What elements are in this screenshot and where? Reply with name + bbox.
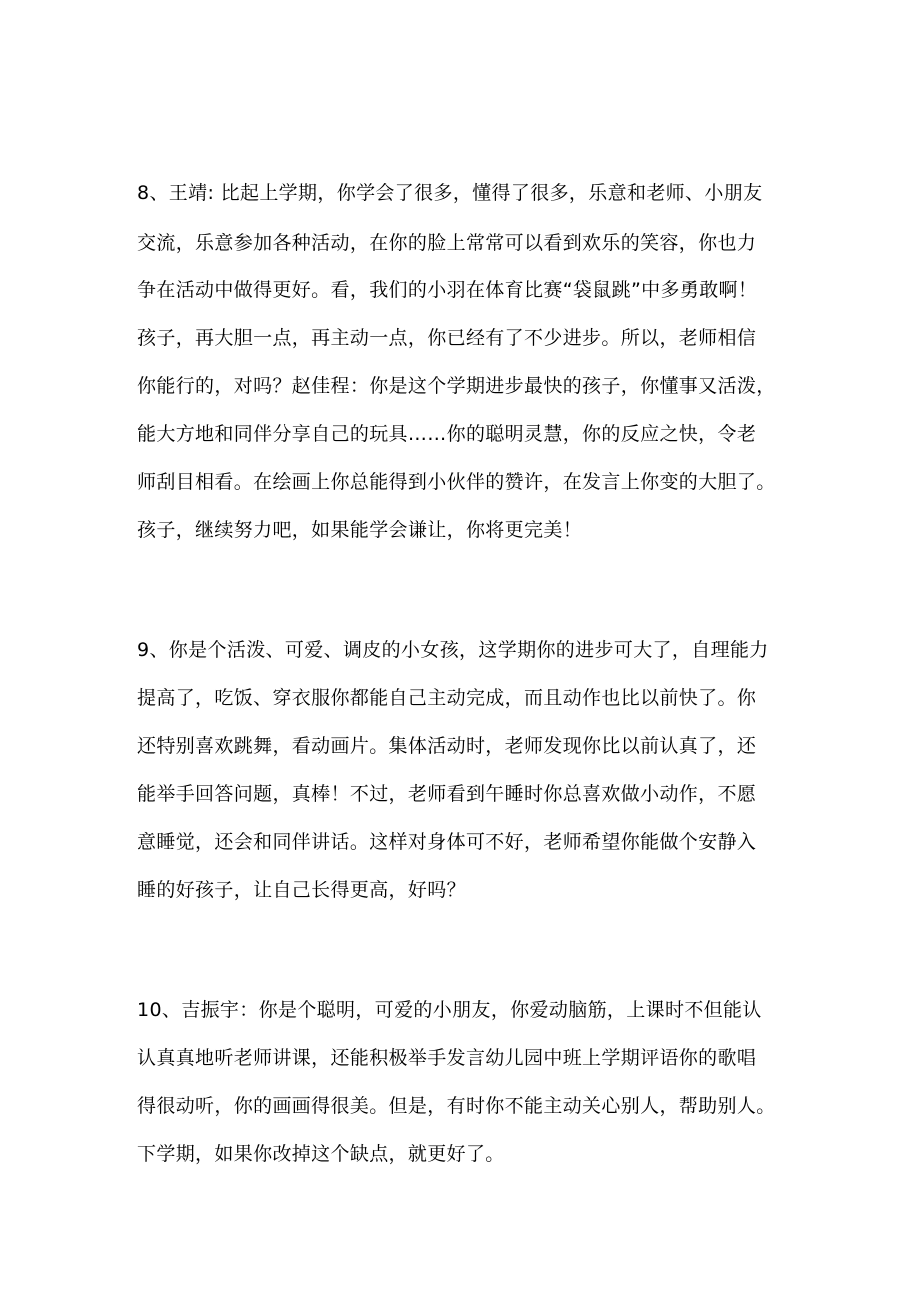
paragraph-line: 8、王靖: 比起上学期，你学会了很多，懂得了很多，乐意和老师、小朋友 — [137, 182, 763, 204]
paragraph-line: 还特别喜欢跳舞，看动画片。集体活动时，老师发现你比以前认真了，还 — [137, 735, 757, 757]
paragraph-line: 争在活动中做得更好。看，我们的小羽在体育比赛“袋鼠跳”中多勇敢啊！ — [137, 279, 758, 301]
paragraph-line: 认真真地听老师讲课，还能积极举手发言幼儿园中班上学期评语你的歌唱 — [137, 1047, 757, 1069]
paragraph-line: 10、吉振宇：你是个聪明，可爱的小朋友，你爱动脑筋，上课时不但能认 — [137, 999, 762, 1021]
paragraph-line: 意睡觉，还会和同伴讲话。这样对身体可不好，老师希望你能做个安静入 — [137, 831, 757, 853]
paragraph-line: 提高了，吃饭、穿衣服你都能自己主动完成，而且动作也比以前快了。你 — [137, 687, 757, 709]
paragraph-line: 得很动听，你的画画得很美。但是，有时你不能主动关心别人，帮助别人。 — [137, 1095, 776, 1117]
paragraph-line: 能举手回答问题，真棒！不过，老师看到午睡时你总喜欢做小动作，不愿 — [137, 783, 757, 805]
paragraph-line: 睡的好孩子，让自己长得更高，好吗？ — [137, 879, 466, 901]
paragraph-line: 师刮目相看。在绘画上你总能得到小伙伴的赞许，在发言上你变的大胆了。 — [137, 471, 776, 493]
paragraph-line: 交流，乐意参加各种活动，在你的脸上常常可以看到欢乐的笑容，你也力 — [137, 232, 757, 254]
paragraph-line: 孩子，再大胆一点，再主动一点，你已经有了不少进步。所以，老师相信 — [137, 327, 757, 349]
paragraph-line: 9、你是个活泼、可爱、调皮的小女孩，这学期你的进步可大了，自理能力 — [137, 639, 769, 661]
paragraph-line: 孩子，继续努力吧，如果能学会谦让，你将更完美！ — [137, 519, 583, 541]
paragraph-line: 能大方地和同伴分享自己的玩具……你的聪明灵慧，你的反应之快，令老 — [137, 423, 757, 445]
paragraph-line: 下学期，如果你改掉这个缺点，就更好了。 — [137, 1143, 505, 1165]
paragraph-line: 你能行的，对吗？赵佳程：你是这个学期进步最快的孩子，你懂事又活泼， — [137, 375, 776, 397]
